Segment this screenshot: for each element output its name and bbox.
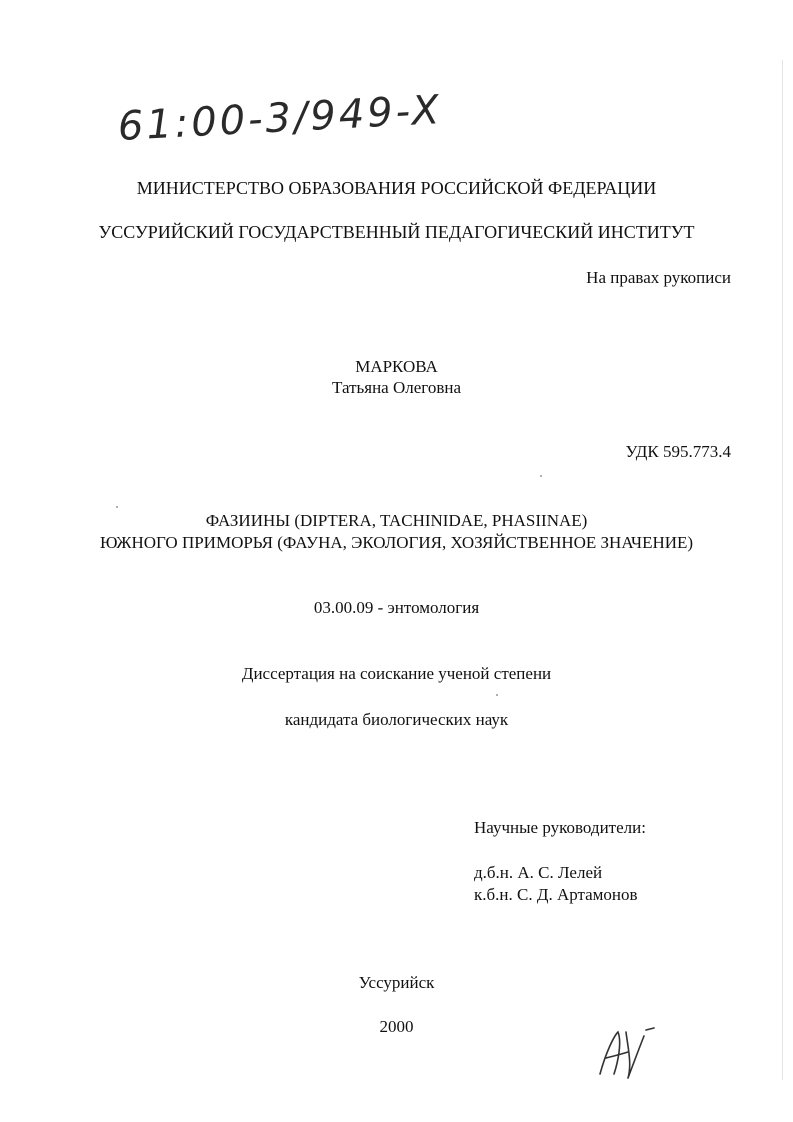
- thesis-title-line-1: ФАЗИИНЫ (DIPTERA, TACHINIDAE, PHASIINAE): [205, 511, 588, 530]
- scan-edge-line: [782, 60, 783, 1080]
- degree-line-2: кандидата биологических наук: [284, 710, 509, 729]
- scan-speck: [496, 694, 498, 696]
- ministry-heading: МИНИСТЕРСТВО ОБРАЗОВАНИЯ РОССИЙСКОЙ ФЕДЕРАЦИИ: [136, 178, 657, 198]
- thesis-title-line-2: ЮЖНОГО ПРИМОРЬЯ (ФАУНА, ЭКОЛОГИЯ, ХОЗЯЙСТВЕННОЕ ЗНАЧЕНИЕ): [99, 533, 694, 552]
- signature-icon: [588, 1022, 658, 1082]
- archive-number-handwritten: 61:00-3/949-X: [116, 87, 444, 150]
- supervisor-name: д.б.н. А. С. Лелей: [474, 863, 603, 882]
- city: Уссурийск: [358, 973, 435, 992]
- supervisor-name: к.б.н. С. Д. Артамонов: [474, 885, 638, 904]
- year: 2000: [379, 1017, 414, 1036]
- udc-code: УДК 595.773.4: [625, 442, 731, 461]
- scan-speck: [540, 475, 542, 477]
- manuscript-note: На правах рукописи: [586, 268, 731, 287]
- specialty-code: 03.00.09 - энтомология: [313, 598, 480, 617]
- supervisors-heading: Научные руководители:: [474, 818, 646, 837]
- degree-line-1: Диссертация на соискание ученой степени: [241, 664, 552, 683]
- institute-heading: УССУРИЙСКИЙ ГОСУДАРСТВЕННЫЙ ПЕДАГОГИЧЕСКИЙ ИНСТИТУТ: [98, 222, 695, 242]
- author-surname: МАРКОВА: [355, 357, 438, 376]
- author-given-names: Татьяна Олеговна: [332, 378, 461, 397]
- scan-speck: [116, 506, 118, 508]
